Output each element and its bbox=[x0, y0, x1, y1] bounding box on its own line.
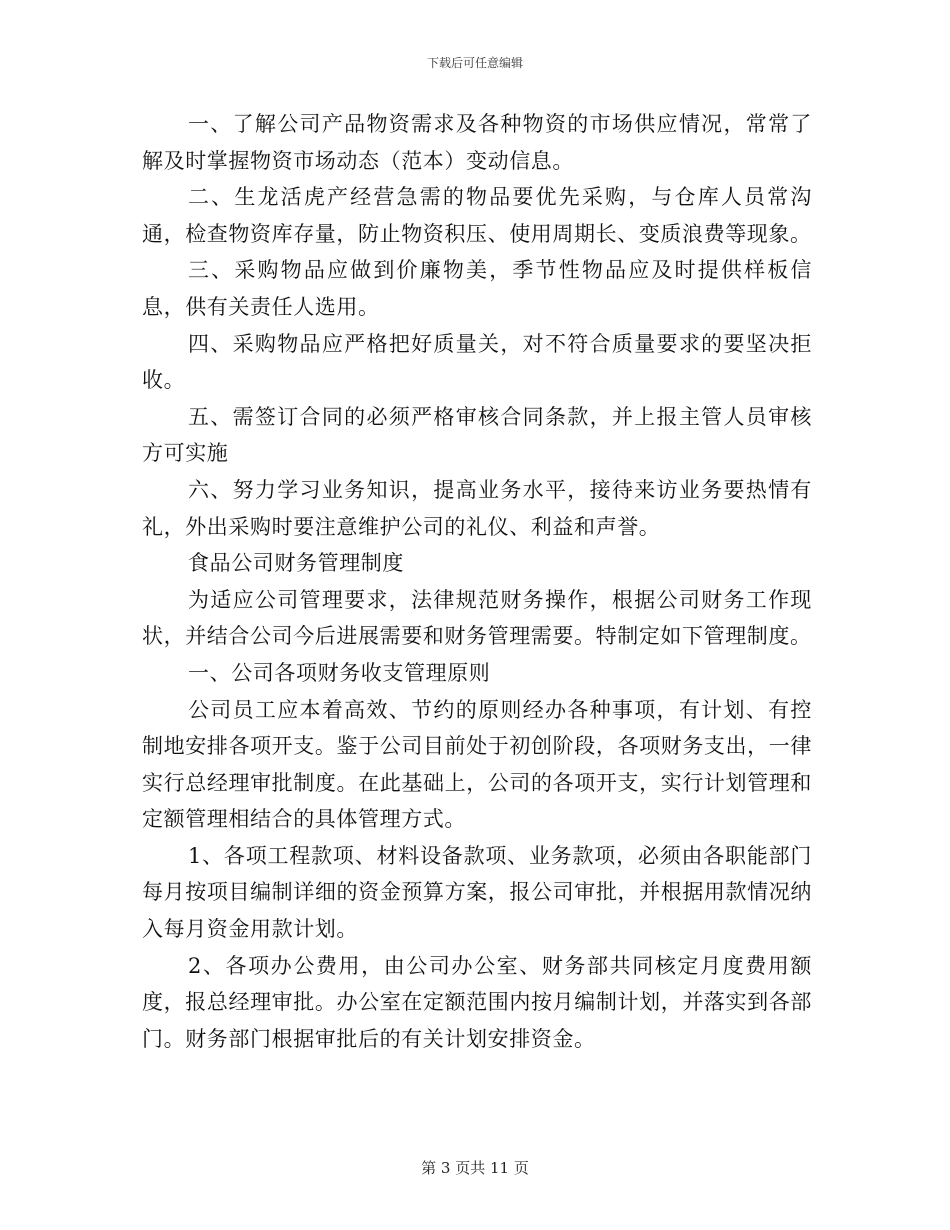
section-title: 食品公司财务管理制度 bbox=[188, 551, 404, 576]
paragraph: 六、努力学习业务知识，提高业务水平，接待来访业务要热情有礼，外出采购时要注意维护公司的礼仪、利益和声誉。 bbox=[142, 477, 812, 539]
paragraph: 二、生龙活虎产经营急需的物品要优先采购，与仓库人员常沟通，检查物资库存量，防止物资积压、使用周期长、变质浪费等现象。 bbox=[142, 185, 812, 246]
paragraph: 公司员工应本着高效、节约的原则经办各种事项，有计划、有控制地安排各项开支。鉴于公司目前处于初创阶段，各项财务支出，一律实行总经理审批制度。在此基础上，公司的各项开支，实行计划管理和定额管理相结合的具体管理方式。 bbox=[142, 697, 812, 832]
page-header: 下载后可任意编辑 bbox=[426, 56, 523, 70]
section-heading: 一、公司各项财务收支管理原则 bbox=[188, 660, 491, 685]
paragraph: 五、需签订合同的必须严格审核合同条款，并上报主管人员审核方可实施 bbox=[142, 404, 812, 466]
page-footer: 第 3 页共 11 页 bbox=[421, 1159, 529, 1177]
document-body bbox=[142, 106, 812, 1057]
paragraph: 三、采购物品应做到价廉物美，季节性物品应及时提供样板信息，供有关责任人选用。 bbox=[142, 258, 812, 319]
paragraph: 1、各项工程款项、材料设备款项、业务款项，必须由各职能部门每月按项目编制详细的资金预算方案，报公司审批，并根据用款情况纳入每月资金用款计划。 bbox=[142, 843, 812, 942]
paragraph: 为适应公司管理要求，法律规范财务操作，根据公司财务工作现状，并结合公司今后进展需要和财务管理需要。特制定如下管理制度。 bbox=[142, 587, 812, 649]
paragraph: 2、各项办公费用，由公司办公室、财务部共同核定月度费用额度，报总经理审批。办公室在定额范围内按月编制计划，并落实到各部门。财务部门根据审批后的有关计划安排资金。 bbox=[142, 953, 812, 1051]
paragraph: 一、了解公司产品物资需求及各种物资的市场供应情况，常常了解及时掌握物资市场动态（范本）变动信息。 bbox=[142, 112, 812, 173]
paragraph: 四、采购物品应严格把好质量关，对不符合质量要求的要坚决拒收。 bbox=[142, 331, 812, 393]
